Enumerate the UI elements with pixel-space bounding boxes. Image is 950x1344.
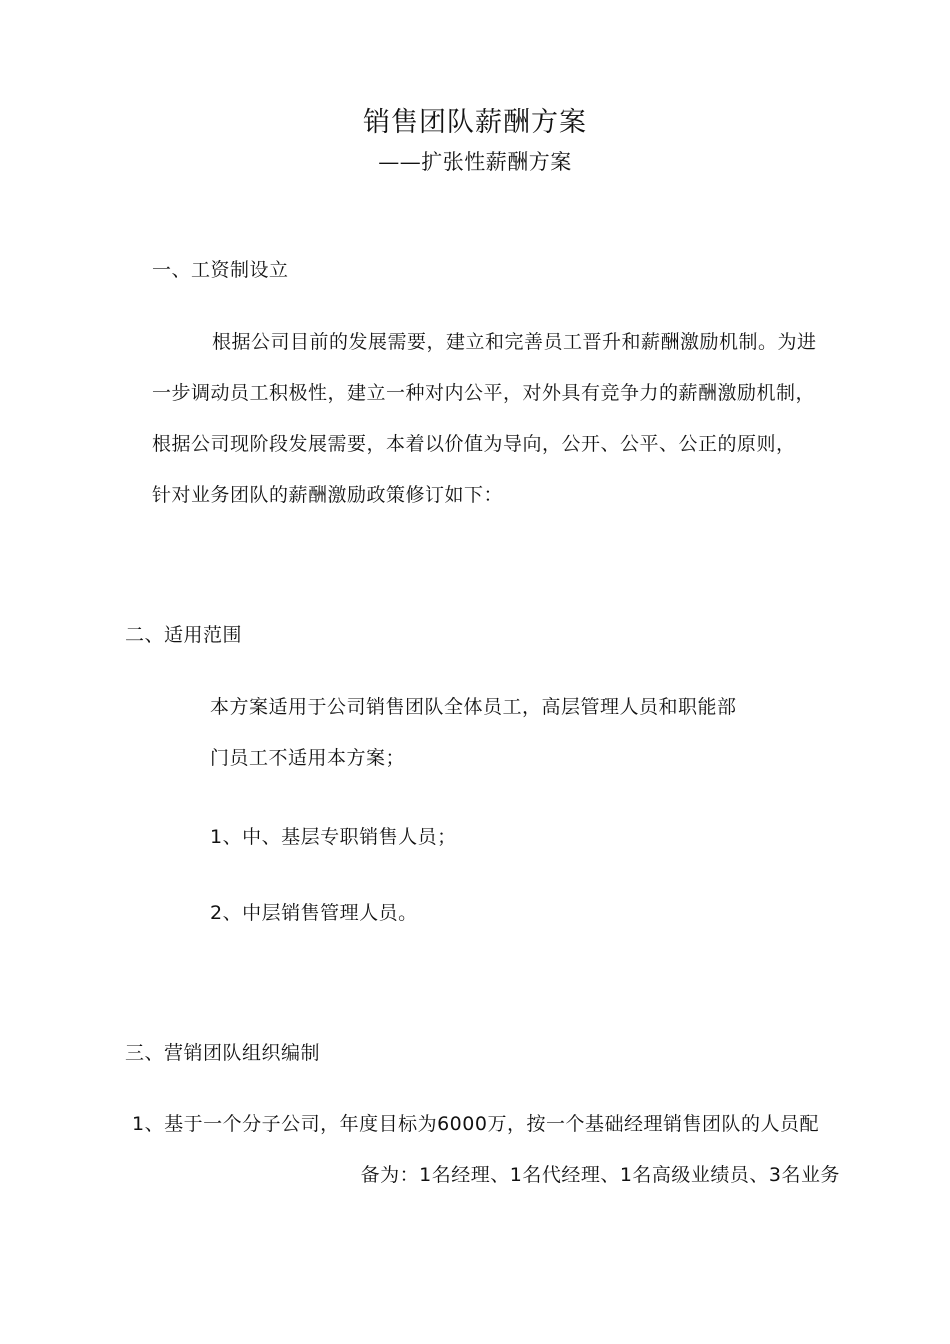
section-2-list-item: 1、中、基层专职销售人员；: [210, 826, 457, 848]
section-2-heading: 二、适用范围: [125, 624, 243, 646]
section-1-paragraph-line: 针对业务团队的薪酬激励政策修订如下：: [152, 484, 504, 506]
section-3-paragraph-line: 备为：1名经理、1名代经理、1名高级业绩员、3名业务: [360, 1164, 840, 1186]
section-2-list-item: 2、中层销售管理人员。: [210, 902, 418, 924]
section-1-paragraph-line: 根据公司现阶段发展需要，本着以价值为导向，公开、公平、公正的原则，: [152, 433, 796, 455]
section-2-paragraph-line: 本方案适用于公司销售团队全体员工，高层管理人员和职能部: [210, 696, 737, 718]
section-1-paragraph-line: 根据公司目前的发展需要，建立和完善员工晋升和薪酬激励机制。为进: [212, 331, 817, 353]
section-3-heading: 三、营销团队组织编制: [125, 1042, 321, 1064]
section-1-paragraph-line: 一步调动员工积极性，建立一种对内公平，对外具有竞争力的薪酬激励机制，: [152, 382, 816, 404]
document-title: 销售团队薪酬方案: [363, 107, 587, 138]
section-2-paragraph-line: 门员工不适用本方案；: [210, 747, 406, 769]
section-3-paragraph-line: 1、基于一个分子公司，年度目标为6000万，按一个基础经理销售团队的人员配: [132, 1113, 819, 1135]
section-1-heading: 一、工资制设立: [152, 259, 289, 281]
document-subtitle: ——扩张性薪酬方案: [378, 150, 572, 174]
